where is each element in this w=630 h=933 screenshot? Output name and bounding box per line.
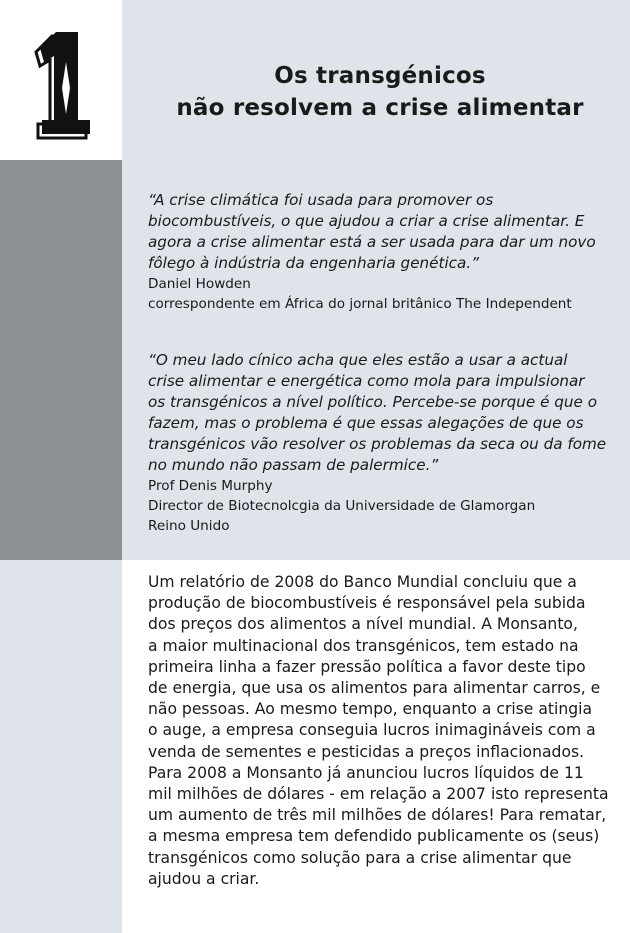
chapter-number [30,30,94,142]
quote-attribution: Prof Denis Murphy Director de Biotecnolcgia da Universidade de Glamorgan Reino Unido [148,478,536,534]
chapter-number-text: 1 [30,30,31,31]
title-line-2: não resolvem a crise alimentar [176,95,584,121]
left-band-light [0,560,122,933]
quote-howden [148,190,618,314]
body-paragraph: Um relatório de 2008 do Banco Mundial concluiu que a produção de biocombustíveis é responsável pela subida dos preços dos alimentos a nível mundial. A Monsanto, a maior multinacional dos transgénicos, tem estado na primeira linha a fazer pressão política a favor deste tipo de energia, que usa os alimentos para alimentar carros, e não pessoas. Ao mesmo tempo, enquanto a crise atingia o auge, a empresa conseguia lucros inimagináveis com a venda de sementes e pesticidas a preços inflacionados. Para 2008 a Monsanto já anunciou lucros líquidos de 11 mil milhões de dólares - em relação a 2007 isto representa um aumento de três mil milhões de dólares! Para rematar, a mesma empresa tem defendido publicamente os (seus) transgénicos como solução para a crise alimentar que ajudou a criar. [148,573,609,888]
quote-murphy [148,350,618,536]
quote-text: “A crise climática foi usada para promover os biocombustíveis, o que ajudou a criar a crise alimentar. E agora a crise alimentar está a ser usada para dar um novo fôlego à indústria da engenharia genética.” [148,191,596,272]
quote-attribution: Daniel Howden correspondente em África do jornal britânico The Independent [148,276,572,312]
quote-text: “O meu lado cínico acha que eles estão a usar a actual crise alimentar e energética como mola para impulsionar os transgénicos a nível político. Percebe-se porque é que o fazem, mas o problema é que essas alegações de que os transgénicos vão resolver os problemas da seca ou da fome no mundo não passam de palermice.” [148,351,607,474]
title-line-1: Os transgénicos [274,63,486,89]
left-band-dark [0,160,122,560]
page-title [150,60,610,124]
